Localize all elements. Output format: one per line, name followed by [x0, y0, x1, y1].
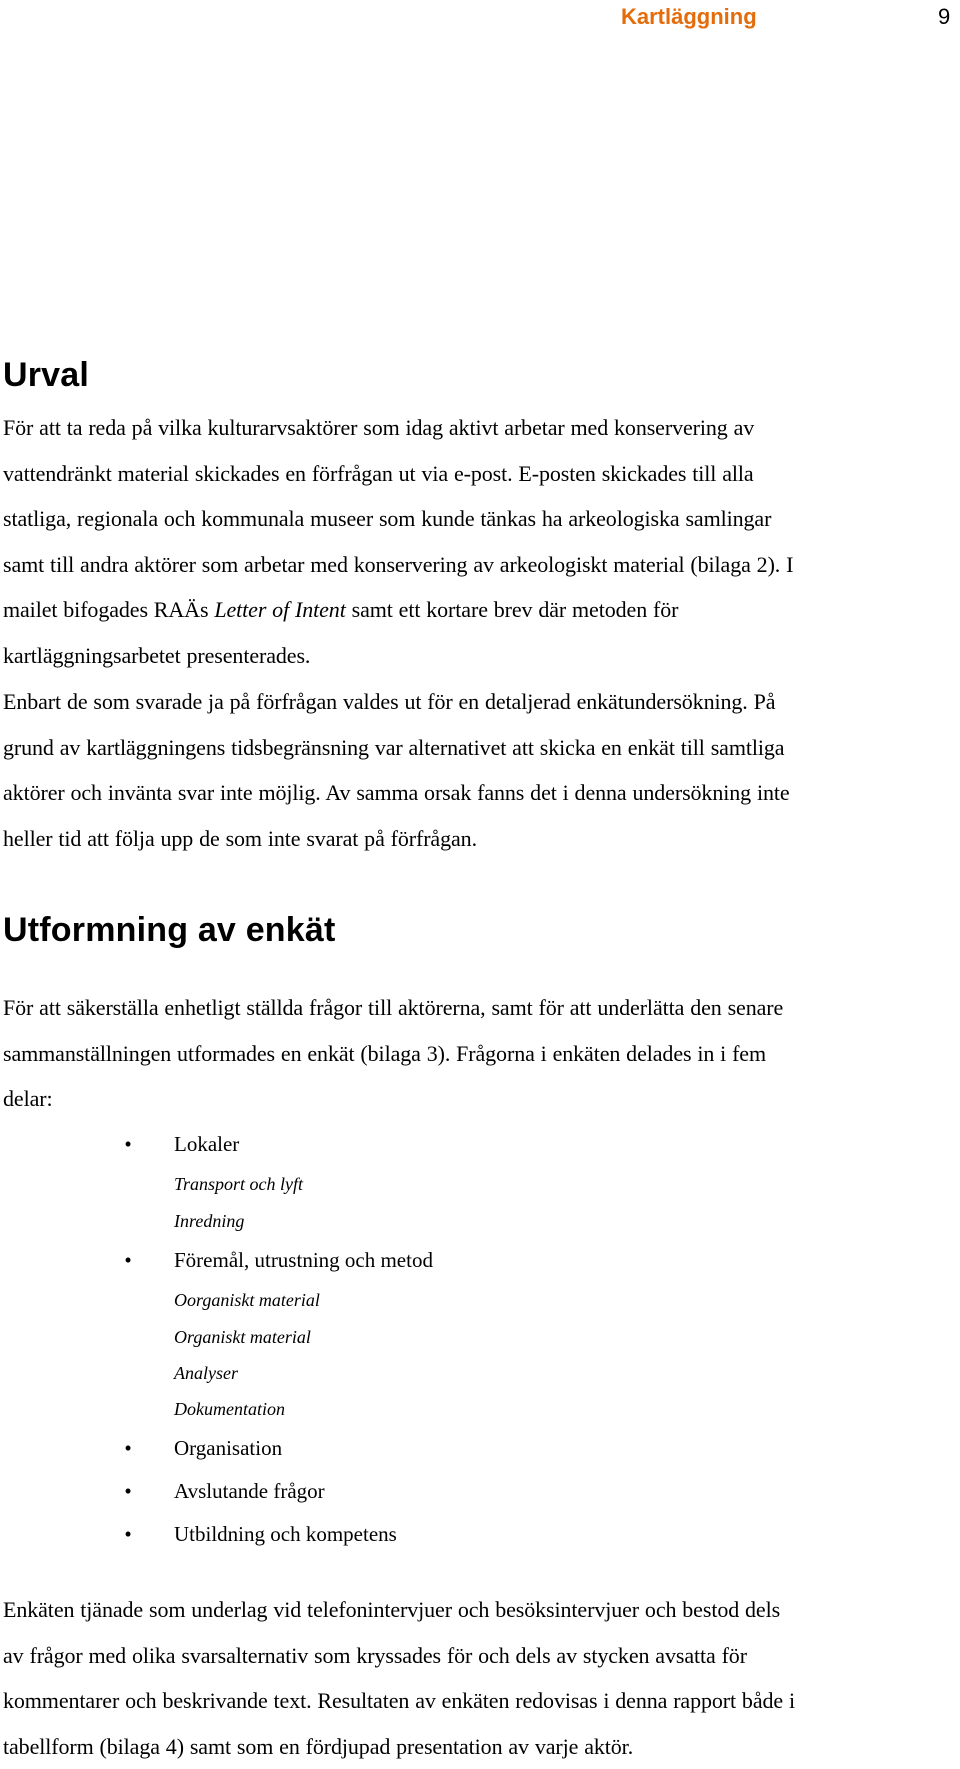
bullet: • — [118, 1247, 138, 1273]
text-line: samt till andra aktörer som arbetar med konservering av arkeologiskt material (bilaga 2). I — [3, 542, 953, 588]
heading-utformning: Utformning av enkät — [3, 910, 336, 950]
bullet: • — [118, 1435, 138, 1461]
text-line: sammanställningen utformades en enkät (bilaga 3). Frågorna i enkäten delades in i fem — [3, 1031, 953, 1077]
text-line: aktörer och invänta svar inte möjlig. Av samma orsak fanns det i denna undersökning inte — [3, 770, 953, 816]
heading-urval: Urval — [3, 355, 89, 395]
paragraph-urval-2 — [3, 679, 953, 861]
text-line: vattendränkt material skickades en förfrågan ut via e-post. E-posten skickades till alla — [3, 451, 953, 497]
text-line: delar: — [3, 1076, 953, 1122]
page-number: 9 — [938, 4, 950, 30]
document-title-italic: Letter of Intent — [214, 597, 345, 622]
list-subitem: Oorganiskt material — [174, 1288, 320, 1312]
list-subitem: Organiskt material — [174, 1325, 311, 1349]
list-subitem: Inredning — [174, 1209, 244, 1233]
text-line: Enkäten tjänade som underlag vid telefonintervjuer och besöksintervjuer och bestod dels — [3, 1587, 953, 1633]
text-line: kartläggningsarbetet presenterades. — [3, 633, 953, 679]
text-line: grund av kartläggningens tidsbegränsning var alternativet att skicka en enkät till samtliga — [3, 725, 953, 771]
paragraph-utformning-outro — [3, 1587, 953, 1769]
list-item-label: Avslutande frågor — [174, 1478, 325, 1504]
text-run: samt ett kortare brev där metoden för — [346, 597, 679, 622]
list-subitem: Dokumentation — [174, 1397, 285, 1421]
list-item-label: Lokaler — [174, 1131, 239, 1157]
list-item-label: Utbildning och kompetens — [174, 1521, 397, 1547]
text-line: heller tid att följa upp de som inte svarat på förfrågan. — [3, 816, 953, 862]
bullet: • — [118, 1131, 138, 1157]
text-line: För att ta reda på vilka kulturarvsaktörer som idag aktivt arbetar med konservering av — [3, 405, 953, 451]
list-subitem: Transport och lyft — [174, 1172, 303, 1196]
running-header — [0, 4, 960, 36]
text-line: kommentarer och beskrivande text. Resultaten av enkäten redovisas i denna rapport både i — [3, 1678, 953, 1724]
bullet: • — [118, 1478, 138, 1504]
text-line: statliga, regionala och kommunala museer som kunde tänkas ha arkeologiska samlingar — [3, 496, 953, 542]
paragraph-utformning-intro — [3, 985, 953, 1122]
text-line — [3, 587, 953, 633]
bullet: • — [118, 1521, 138, 1547]
running-header-title: Kartläggning — [621, 4, 757, 30]
paragraph-urval-1 — [3, 405, 953, 678]
list-subitem: Analyser — [174, 1361, 238, 1385]
text-run: mailet bifogades RAÄs — [3, 597, 214, 622]
list-item-label: Organisation — [174, 1435, 282, 1461]
text-line: Enbart de som svarade ja på förfrågan valdes ut för en detaljerad enkätundersökning. På — [3, 679, 953, 725]
text-line: tabellform (bilaga 4) samt som en fördjupad presentation av varje aktör. — [3, 1724, 953, 1769]
list-item-label: Föremål, utrustning och metod — [174, 1247, 433, 1273]
text-line: För att säkerställa enhetligt ställda frågor till aktörerna, samt för att underlätta den senare — [3, 985, 953, 1031]
text-line: av frågor med olika svarsalternativ som kryssades för och dels av stycken avsatta för — [3, 1633, 953, 1679]
